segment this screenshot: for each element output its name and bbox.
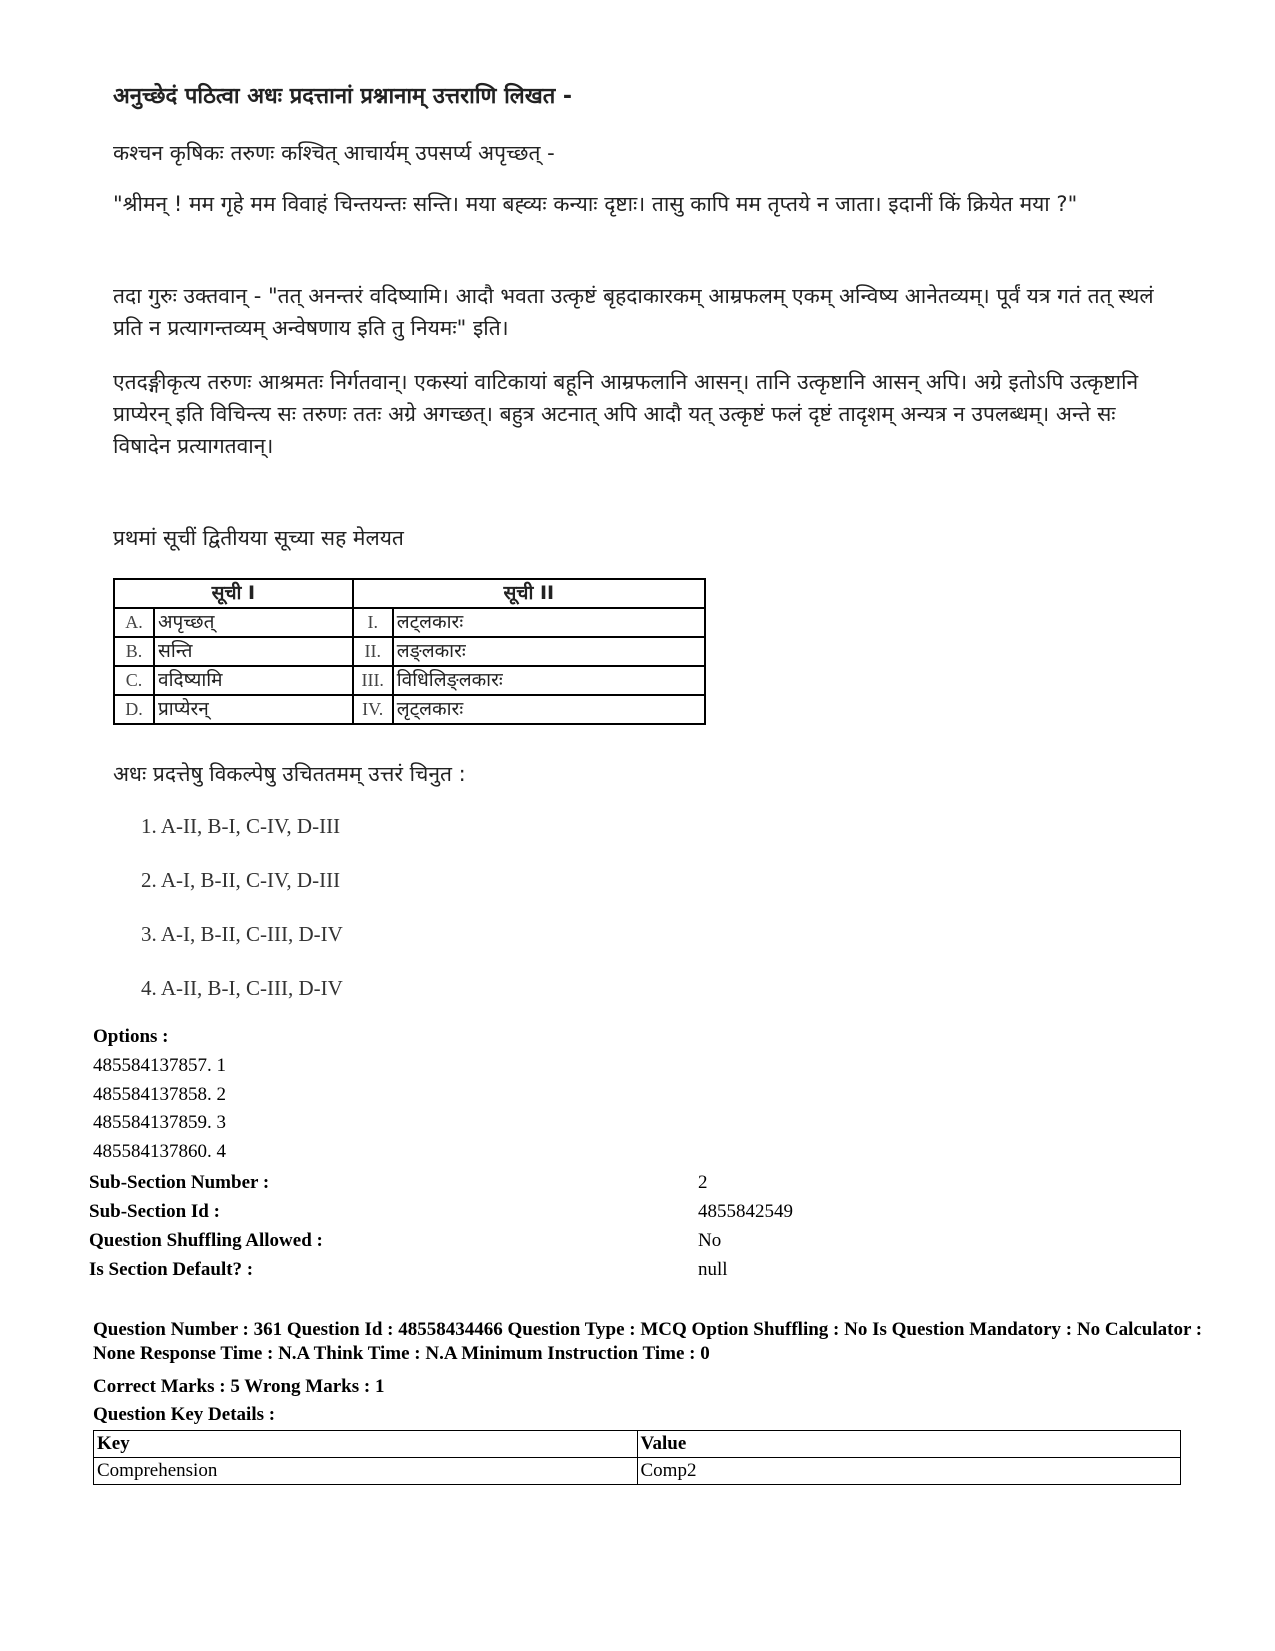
- options-label: Options :: [93, 1026, 169, 1047]
- sub-section-number-label: Sub-Section Number :: [89, 1172, 270, 1193]
- key-table-row: [94, 1458, 1181, 1485]
- key-details-table: [93, 1430, 1181, 1485]
- sub-section-id-label: Sub-Section Id :: [89, 1201, 220, 1222]
- list-1-label: D.: [114, 695, 154, 724]
- match-instruction: प्रथमां सूचीं द्वितीयया सूच्या सह मेलयत: [113, 526, 404, 550]
- list-1-value: अपृच्छत्: [154, 608, 353, 637]
- passage-paragraph: "श्रीमन् ! मम गृहे मम विवाहं चिन्तयन्तः सन्ति। मया बह्व्यः कन्याः दृष्टाः। तासु कापि मम तृप्तये न जाता। इदानीं किं क्रियेत मया ?": [113, 192, 1078, 216]
- option-id: 485584137859. 3: [93, 1112, 226, 1133]
- choice-item: 3. A-I, B-II, C-III, D-IV: [141, 922, 343, 946]
- question-shuffling-label: Question Shuffling Allowed :: [89, 1230, 323, 1251]
- passage-paragraph: कश्चन कृषिकः तरुणः कश्चित् आचार्यम् उपसर्प्य अपृच्छत् -: [113, 141, 555, 165]
- option-id: 485584137858. 2: [93, 1084, 226, 1105]
- list-1-header: सूची I: [114, 579, 353, 608]
- key-header: Key: [94, 1431, 638, 1458]
- section-default-label: Is Section Default? :: [89, 1259, 254, 1280]
- passage-paragraph: एतदङ्गीकृत्य तरुणः आश्रमतः निर्गतवान्। एकस्यां वाटिकायां बहूनि आम्रफलानि आसन्। तानि उत्कृष्टानि आसन् अपि। अग्रे इतोऽपि उत्कृष्टानि प्राप्येरन् इति विचिन्त्य सः तरुणः ततः अग्रे अगच्छत्। बहुत्र अटनात् अपि आदौ यत् उत्कृष्टं फलं दृष्टं तादृशम् अन्यत्र न उपलब्धम्। अन्ते सः विषादेन प्रत्यागतवान्।: [113, 370, 1139, 458]
- question-info: Question Number : 361 Question Id : 48558434466 Question Type : MCQ Option Shuffling : No Is Question Mandatory : No Calculator : None Response Time : N.A Think Time : N.A Minimum Instruction Time : 0: [93, 1319, 1203, 1364]
- value-header: Value: [637, 1431, 1181, 1458]
- sub-section-id-value: 4855842549: [698, 1201, 793, 1222]
- list-1-value: वदिष्यामि: [154, 666, 353, 695]
- list-2-value: लट्लकारः: [393, 608, 705, 637]
- key-details-label: Question Key Details :: [93, 1404, 276, 1425]
- choose-instruction: अधः प्रदत्तेषु विकल्पेषु उचिततमम् उत्तरं चिनुत :: [113, 762, 466, 786]
- list-2-header: सूची II: [353, 579, 705, 608]
- section-default-value: null: [698, 1259, 728, 1280]
- list-2-value: लृट्लकारः: [393, 695, 705, 724]
- list-2-label: IV.: [353, 695, 393, 724]
- sub-section-number-value: 2: [698, 1172, 708, 1193]
- match-table: [113, 578, 706, 725]
- match-table-header: [114, 579, 705, 608]
- list-2-label: I.: [353, 608, 393, 637]
- list-1-value: प्राप्येरन्: [154, 695, 353, 724]
- list-2-label: III.: [353, 666, 393, 695]
- list-1-label: C.: [114, 666, 154, 695]
- option-id: 485584137857. 1: [93, 1055, 226, 1076]
- list-1-label: A.: [114, 608, 154, 637]
- question-shuffling-value: No: [698, 1230, 722, 1251]
- match-table-row: [114, 608, 705, 637]
- marks-info: Correct Marks : 5 Wrong Marks : 1: [93, 1376, 385, 1397]
- list-2-value: विधिलिङ्लकारः: [393, 666, 705, 695]
- key-table-header: [94, 1431, 1181, 1458]
- choice-item: 4. A-II, B-I, C-III, D-IV: [141, 976, 343, 1000]
- passage-heading: अनुच्छेदं पठित्वा अधः प्रदत्तानां प्रश्नानाम् उत्तराणि लिखत -: [113, 84, 573, 109]
- passage-paragraph: तदा गुरुः उक्तवान् - "तत् अनन्तरं वदिष्यामि। आदौ भवता उत्कृष्टं बृहदाकारकम् आम्रफलम् एकम् अन्विष्य आनेतव्यम्। पूर्वं यत्र गतं तत् स्थलं प्रति न प्रत्यागन्तव्यम् अन्वेषणाय इति तु नियमः" इति।: [113, 284, 1154, 340]
- choice-item: 2. A-I, B-II, C-IV, D-III: [141, 868, 341, 892]
- choice-item: 1. A-II, B-I, C-IV, D-III: [141, 814, 341, 838]
- match-table-row: [114, 637, 705, 666]
- list-2-label: II.: [353, 637, 393, 666]
- option-id: 485584137860. 4: [93, 1141, 226, 1162]
- key-cell: Comprehension: [94, 1458, 638, 1485]
- list-2-value: लङ्लकारः: [393, 637, 705, 666]
- value-cell: Comp2: [637, 1458, 1181, 1485]
- list-1-value: सन्ति: [154, 637, 353, 666]
- match-table-row: [114, 695, 705, 724]
- list-1-label: B.: [114, 637, 154, 666]
- match-table-row: [114, 666, 705, 695]
